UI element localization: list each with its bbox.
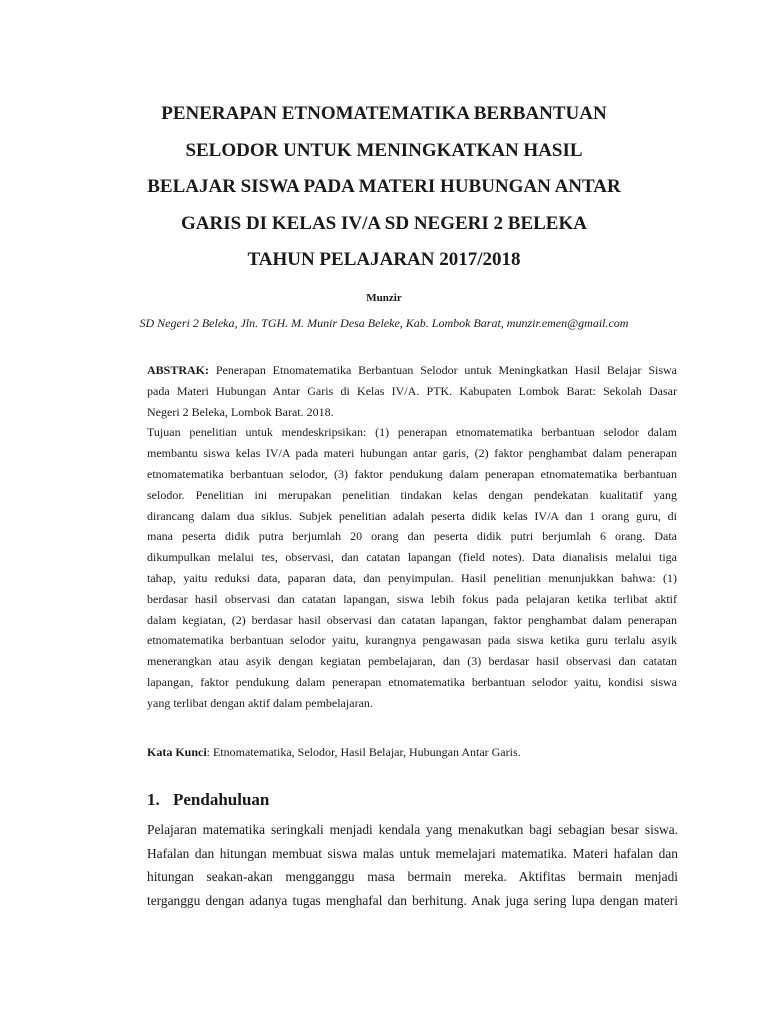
- abstract-line: menerangkan atau asyik dengan kegiatan pembelajaran, dan (3) berdasar hasil observasi dan catatan: [147, 654, 677, 669]
- abstract-citation-line: ABSTRAK: Penerapan Etnomatematika Berbantuan Selodor untuk Meningkatkan Hasil Belajar Siswa: [147, 363, 677, 377]
- body-line: terganggu dengan adanya tugas menghafal dan berhitung. Anak juga sering lupa dengan materi: [147, 892, 678, 908]
- body-line: hitungan seakan-akan mengganggu masa bermain mereka. Aktifitas bermain menjadi: [147, 869, 678, 884]
- abstract-label: ABSTRAK:: [147, 363, 210, 377]
- abstract-line: etnomatematika berbantuan selodor yaitu, kurangnya pengawasan pada siswa ketika guru terlalu asyik: [147, 633, 677, 648]
- abstract-line: dirancang dalam dua siklus. Subjek penelitian adalah peserta didik kelas IV/A dan 1 orang guru, di: [147, 508, 677, 523]
- title-line: SELODOR UNTUK MENINGKATKAN HASIL: [185, 139, 583, 161]
- section-number: 1.: [147, 790, 160, 809]
- section-body: [147, 818, 678, 912]
- keywords-text: : Etnomatematika, Selodor, Hasil Belajar, Hubungan Antar Garis.: [206, 745, 521, 759]
- abstract-line: dalam kegiatan, (2) berdasar hasil observasi dan catatan lapangan, faktor penghambat dalam penerapan: [147, 612, 677, 627]
- abstract: [147, 360, 677, 714]
- body-line: Hafalan dan hitungan membuat siswa malas untuk memelajari matematika. Materi hafalan dan: [147, 845, 678, 861]
- keywords: [147, 745, 677, 760]
- keywords-label: Kata Kunci: [147, 745, 207, 759]
- body-line: Pelajaran matematika seringkali menjadi kendala yang menakutkan bagi sebagian besar siswa.: [147, 822, 678, 837]
- abstract-line: berdasar hasil observasi dan catatan lapangan, siswa lebih fokus pada pelajaran ketika terlibat aktif: [147, 591, 677, 606]
- abstract-line: tahap, yaitu reduksi data, paparan data, dan penyimpulan. Hasil penelitian menunjukkan bahwa: (1): [147, 570, 677, 585]
- abstract-citation-line: pada Materi Hubungan Antar Garis di Kelas IV/A. PTK. Kabupaten Lombok Barat: Sekolah Dasar: [147, 383, 677, 398]
- title-line: BELAJAR SISWA PADA MATERI HUBUNGAN ANTAR: [147, 176, 621, 197]
- title-line: TAHUN PELAJARAN 2017/2018: [247, 249, 521, 270]
- section-title: Pendahuluan: [173, 790, 270, 809]
- abstract-line: Tujuan penelitian untuk mendeskripsikan: (1) penerapan etnomatematika berbantuan selodor dalam: [147, 425, 677, 440]
- title-line: GARIS DI KELAS IV/A SD NEGERI 2 BELEKA: [181, 212, 587, 234]
- author-affiliation: SD Negeri 2 Beleka, Jln. TGH. M. Munir Desa Beleke, Kab. Lombok Barat, munzir.emen@gmail.com: [139, 316, 629, 330]
- section-heading: [147, 790, 269, 810]
- abstract-line: dikumpulkan melalui tes, observasi, dan catatan lapangan (field notes). Data dianalisis melalui tiga: [147, 550, 677, 565]
- abstract-line: membantu siswa kelas IV/A pada materi hubungan antar garis, (2) faktor penghambat dalam penerapan: [147, 446, 677, 461]
- abstract-line: lapangan, faktor pendukung dalam penerapan etnomatematika berbantuan selodor yaitu, kondisi siswa: [147, 674, 677, 689]
- abstract-line: selodor. Penelitian ini merupakan penelitian tindakan kelas dengan pendekatan kualitatif yang: [147, 487, 677, 502]
- title-line: PENERAPAN ETNOMATEMATIKA BERBANTUAN: [161, 103, 607, 124]
- author-name: Munzir: [366, 292, 402, 304]
- paper-title: [130, 96, 638, 279]
- abstract-line: yang terlibat dengan aktif dalam pembelajaran.: [147, 695, 373, 710]
- abstract-line: mana peserta didik putra berjumlah 20 orang dan peserta didik putri berjumlah 6 orang. Data: [147, 529, 677, 544]
- abstract-line: etnomatematika berbantuan selodor, (3) faktor pendukung dalam penerapan etnomatematika berbantuan: [147, 466, 677, 481]
- abstract-citation-line: Negeri 2 Beleka, Lombok Barat. 2018.: [147, 404, 334, 419]
